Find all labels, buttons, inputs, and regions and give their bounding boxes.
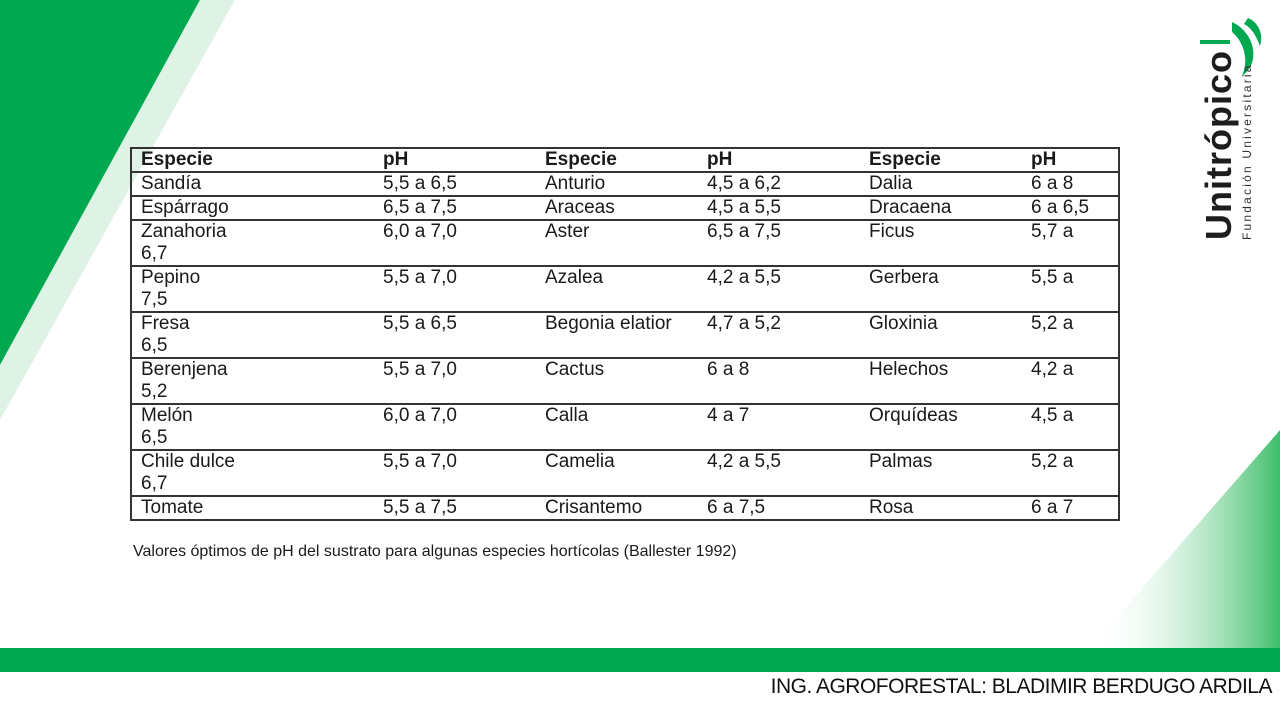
cell-line: 4,5 a	[1031, 405, 1074, 426]
table-header-row	[131, 148, 1119, 172]
table-cell	[1022, 404, 1119, 450]
header-cell: pH	[698, 148, 860, 172]
table-cell	[860, 196, 1022, 220]
cell-line: Palmas	[869, 451, 933, 472]
cell-line: 4,5 a 6,2	[707, 173, 781, 194]
cell-line: Begonia elatior	[545, 313, 672, 334]
table-row	[131, 404, 1119, 450]
table-cell	[131, 450, 374, 496]
cell-line: 5,2	[141, 381, 168, 402]
table-cell	[860, 312, 1022, 358]
header-cell: pH	[1022, 148, 1119, 172]
table-cell	[374, 172, 536, 196]
cell-line: Calla	[545, 405, 589, 426]
table-cell	[536, 196, 698, 220]
table-row	[131, 358, 1119, 404]
cell-line: Rosa	[869, 497, 914, 518]
table-cell	[536, 172, 698, 196]
cell-line: Cactus	[545, 359, 605, 380]
cell-line: 6 a 6,5	[1031, 197, 1090, 218]
cell-line: Aster	[545, 221, 590, 242]
table-cell	[1022, 312, 1119, 358]
cell-line: 6,5 a 7,5	[383, 197, 457, 218]
table-cell	[131, 172, 374, 196]
table-cell	[698, 312, 860, 358]
table-row	[131, 450, 1119, 496]
table-cell	[860, 266, 1022, 312]
table-cell	[860, 404, 1022, 450]
header-cell: pH	[374, 148, 536, 172]
table-cell	[1022, 220, 1119, 266]
table-cell	[374, 196, 536, 220]
table-cell	[1022, 172, 1119, 196]
footer-author: ING. AGROFORESTAL: BLADIMIR BERDUGO ARDILA	[770, 675, 1272, 698]
table-cell	[131, 496, 374, 520]
cell-line: 5,2 a	[1031, 451, 1074, 472]
table-cell	[536, 220, 698, 266]
table-cell	[536, 312, 698, 358]
cell-line: 5,7 a	[1031, 221, 1074, 242]
table-cell	[374, 404, 536, 450]
ph-table	[130, 147, 1120, 521]
cell-line: 6 a 8	[1031, 173, 1074, 194]
header-cell: Especie	[131, 148, 374, 172]
cell-line: Orquídeas	[869, 405, 958, 426]
cell-line: Gloxinia	[869, 313, 938, 334]
table-cell	[1022, 450, 1119, 496]
cell-line: Helechos	[869, 359, 949, 380]
cell-line: Melón	[141, 405, 193, 426]
cell-line: Araceas	[545, 197, 615, 218]
table-cell	[374, 450, 536, 496]
cell-line: 5,5 a 7,0	[383, 359, 457, 380]
table-cell	[131, 266, 374, 312]
table-cell	[131, 196, 374, 220]
cell-line: Dracaena	[869, 197, 952, 218]
cell-line: 5,5 a 6,5	[383, 173, 457, 194]
table-cell	[374, 266, 536, 312]
table-row	[131, 172, 1119, 196]
cell-line: 5,2 a	[1031, 313, 1074, 334]
ph-table-container	[130, 147, 1118, 520]
cell-line: Azalea	[545, 267, 604, 288]
cell-line: Ficus	[869, 221, 915, 242]
table-row	[131, 196, 1119, 220]
table-cell	[698, 450, 860, 496]
cell-line: 7,5	[141, 289, 168, 310]
table-cell	[131, 358, 374, 404]
table-cell	[860, 172, 1022, 196]
cell-line: Camelia	[545, 451, 615, 472]
table-cell	[698, 220, 860, 266]
cell-line: Pepino	[141, 267, 201, 288]
cell-line: 5,5 a 6,5	[383, 313, 457, 334]
cell-line: Zanahoria	[141, 221, 227, 242]
table-row	[131, 496, 1119, 520]
cell-line: Dalia	[869, 173, 913, 194]
cell-line: 4,2 a	[1031, 359, 1074, 380]
cell-line: Chile dulce	[141, 451, 235, 472]
cell-line: Crisantemo	[545, 497, 643, 518]
table-cell	[374, 496, 536, 520]
cell-line: Tomate	[141, 497, 204, 518]
cell-line: 6,0 a 7,0	[383, 221, 457, 242]
table-cell	[131, 404, 374, 450]
table-cell	[536, 266, 698, 312]
table-cell	[131, 220, 374, 266]
cell-line: 6,5	[141, 427, 168, 448]
table-caption: Valores óptimos de pH del sustrato para algunas especies hortícolas (Ballester 1992)	[133, 543, 737, 560]
cell-line: 6,5	[141, 335, 168, 356]
table-cell	[1022, 358, 1119, 404]
table-row	[131, 312, 1119, 358]
table-cell	[860, 496, 1022, 520]
cell-line: 5,5 a 7,5	[383, 497, 457, 518]
table-row	[131, 266, 1119, 312]
cell-line: 4,7 a 5,2	[707, 313, 781, 334]
logo-subtitle-text: Fundación Universitaria	[1240, 63, 1254, 240]
cell-line: 5,5 a 7,0	[383, 451, 457, 472]
cell-line: 5,5 a	[1031, 267, 1074, 288]
table-cell	[860, 220, 1022, 266]
table-cell	[131, 312, 374, 358]
cell-line: Sandía	[141, 173, 202, 194]
cell-line: Anturio	[545, 173, 606, 194]
cell-line: 6,7	[141, 243, 168, 264]
cell-line: 4,2 a 5,5	[707, 451, 781, 472]
table-cell	[374, 312, 536, 358]
table-cell	[1022, 496, 1119, 520]
table-cell	[536, 404, 698, 450]
cell-line: 6,0 a 7,0	[383, 405, 457, 426]
footer-green-band	[0, 648, 1280, 672]
table-row	[131, 220, 1119, 266]
cell-line: 4,5 a 5,5	[707, 197, 781, 218]
cell-line: 4,2 a 5,5	[707, 267, 781, 288]
table-cell	[860, 450, 1022, 496]
table-cell	[536, 496, 698, 520]
cell-line: 6 a 8	[707, 359, 750, 380]
cell-line: 6,7	[141, 473, 168, 494]
header-cell: Especie	[860, 148, 1022, 172]
cell-line: 6 a 7,5	[707, 497, 766, 518]
table-cell	[374, 220, 536, 266]
table-cell	[374, 358, 536, 404]
cell-line: 6 a 7	[1031, 497, 1074, 518]
table-cell	[698, 404, 860, 450]
cell-line: 5,5 a 7,0	[383, 267, 457, 288]
cell-line: Espárrago	[141, 197, 229, 218]
cell-line: Berenjena	[141, 359, 228, 380]
cell-line: Fresa	[141, 313, 190, 334]
table-cell	[698, 496, 860, 520]
table-cell	[536, 358, 698, 404]
table-cell	[860, 358, 1022, 404]
logo-brand-text: Unitrópico	[1198, 50, 1239, 240]
header-cell: Especie	[536, 148, 698, 172]
table-cell	[1022, 266, 1119, 312]
cell-line: 4 a 7	[707, 405, 750, 426]
cell-line: Gerbera	[869, 267, 939, 288]
table-cell	[698, 172, 860, 196]
table-cell	[698, 266, 860, 312]
table-cell	[698, 196, 860, 220]
table-cell	[536, 450, 698, 496]
table-cell	[698, 358, 860, 404]
cell-line: 6,5 a 7,5	[707, 221, 781, 242]
table-cell	[1022, 196, 1119, 220]
logo-wordmark	[1198, 50, 1254, 240]
